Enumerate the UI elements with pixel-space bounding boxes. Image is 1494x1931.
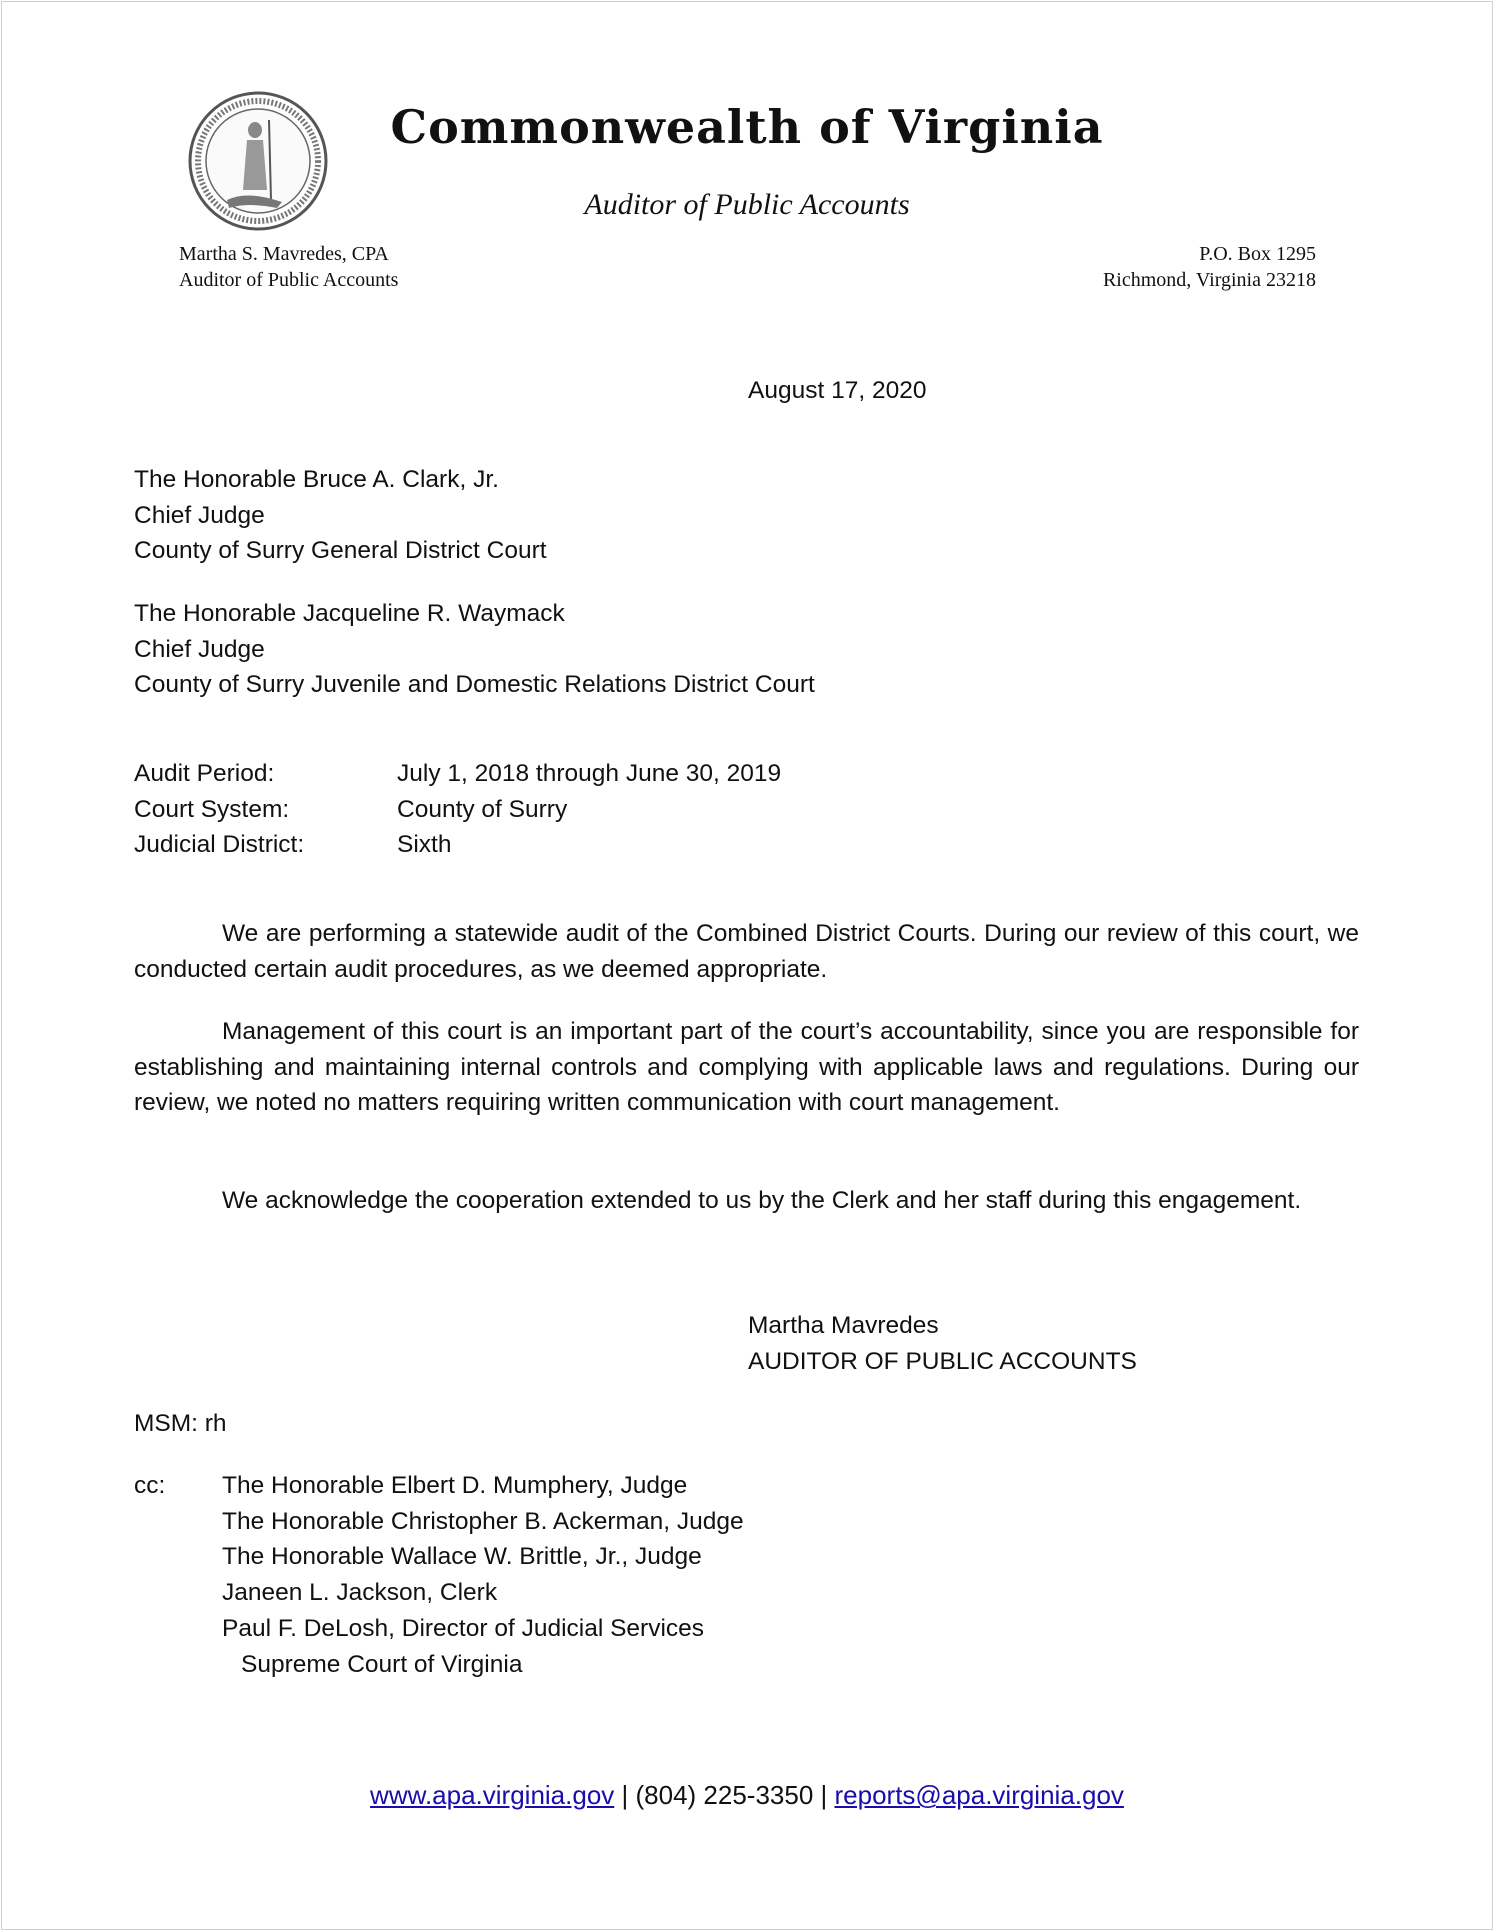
detail-label: Audit Period: (134, 760, 275, 787)
cc-recipient: Paul F. DeLosh, Director of Judicial Services (222, 1614, 705, 1642)
letterhead-subtitle: Auditor of Public Accounts (584, 188, 910, 221)
body-paragraph-1 (134, 916, 1359, 987)
cc-recipient: The Honorable Elbert D. Mumphery, Judge (222, 1472, 688, 1499)
phone-number: (804) 225-3350 (635, 1780, 814, 1810)
auditor-block (179, 241, 398, 293)
addressee-court: County of Surry General District Court (134, 537, 547, 565)
paragraph-text: We are performing a statewide audit of the Combined District Courts. During our review of this court, we conducted certain audit procedures, as we deemed appropriate. (134, 920, 1359, 983)
city-state-zip: Richmond, Virginia 23218 (1102, 269, 1316, 291)
website-link[interactable]: www.apa.virginia.gov (370, 1780, 615, 1810)
detail-value: July 1, 2018 through June 30, 2019 (397, 760, 782, 787)
separator: | (614, 1780, 636, 1810)
letter-date: August 17, 2020 (748, 377, 927, 404)
detail-value: Sixth (397, 831, 452, 859)
email-link[interactable]: reports@apa.virginia.gov (834, 1780, 1124, 1810)
addressee-title: Chief Judge (134, 635, 265, 663)
auditor-name: Martha S. Mavredes, CPA (179, 243, 389, 265)
signer-name: Martha Mavredes (748, 1312, 939, 1339)
body-paragraph-3 (134, 1183, 1359, 1219)
detail-label: Court System: (134, 795, 290, 823)
addressee-title: Chief Judge (134, 501, 265, 529)
addressee-1 (134, 462, 547, 569)
cc-recipient: Janeen L. Jackson, Clerk (222, 1579, 498, 1607)
signer-title: AUDITOR OF PUBLIC ACCOUNTS (748, 1347, 1137, 1375)
address-block (1103, 241, 1316, 293)
addressee-name: The Honorable Bruce A. Clark, Jr. (134, 466, 499, 493)
signature-block (748, 1308, 1137, 1379)
cc-label: cc: (134, 1472, 166, 1499)
cc-recipient: The Honorable Christopher B. Ackerman, Judge (222, 1507, 744, 1535)
cc-recipient-sub: Supreme Court of Virginia (241, 1650, 523, 1678)
footer (0, 1780, 1494, 1811)
paragraph-text: We acknowledge the cooperation extended to us by the Clerk and her staff during this engagement. (222, 1187, 1302, 1214)
auditor-title: Auditor of Public Accounts (179, 269, 399, 291)
addressee-2 (134, 596, 815, 703)
letterhead-title: Commonwealth of Virginia (390, 100, 1104, 154)
addressee-name: The Honorable Jacqueline R. Waymack (134, 600, 565, 627)
paragraph-text: Management of this court is an important part of the court’s accountability, since you are responsible for establishing and maintaining internal controls and complying with applicable laws and regulations. During our review, we noted no matters requiring written communication with court management. (134, 1018, 1359, 1117)
cc-list (222, 1468, 744, 1682)
po-box: P.O. Box 1295 (1199, 243, 1316, 265)
separator: | (813, 1780, 835, 1810)
detail-value: County of Surry (397, 795, 568, 823)
initials: MSM: rh (134, 1410, 227, 1437)
addressee-court: County of Surry Juvenile and Domestic Relations District Court (134, 671, 815, 699)
body-paragraph-2 (134, 1014, 1359, 1121)
audit-details (134, 756, 781, 863)
cc-recipient: The Honorable Wallace W. Brittle, Jr., Judge (222, 1543, 702, 1571)
detail-label: Judicial District: (134, 831, 305, 859)
